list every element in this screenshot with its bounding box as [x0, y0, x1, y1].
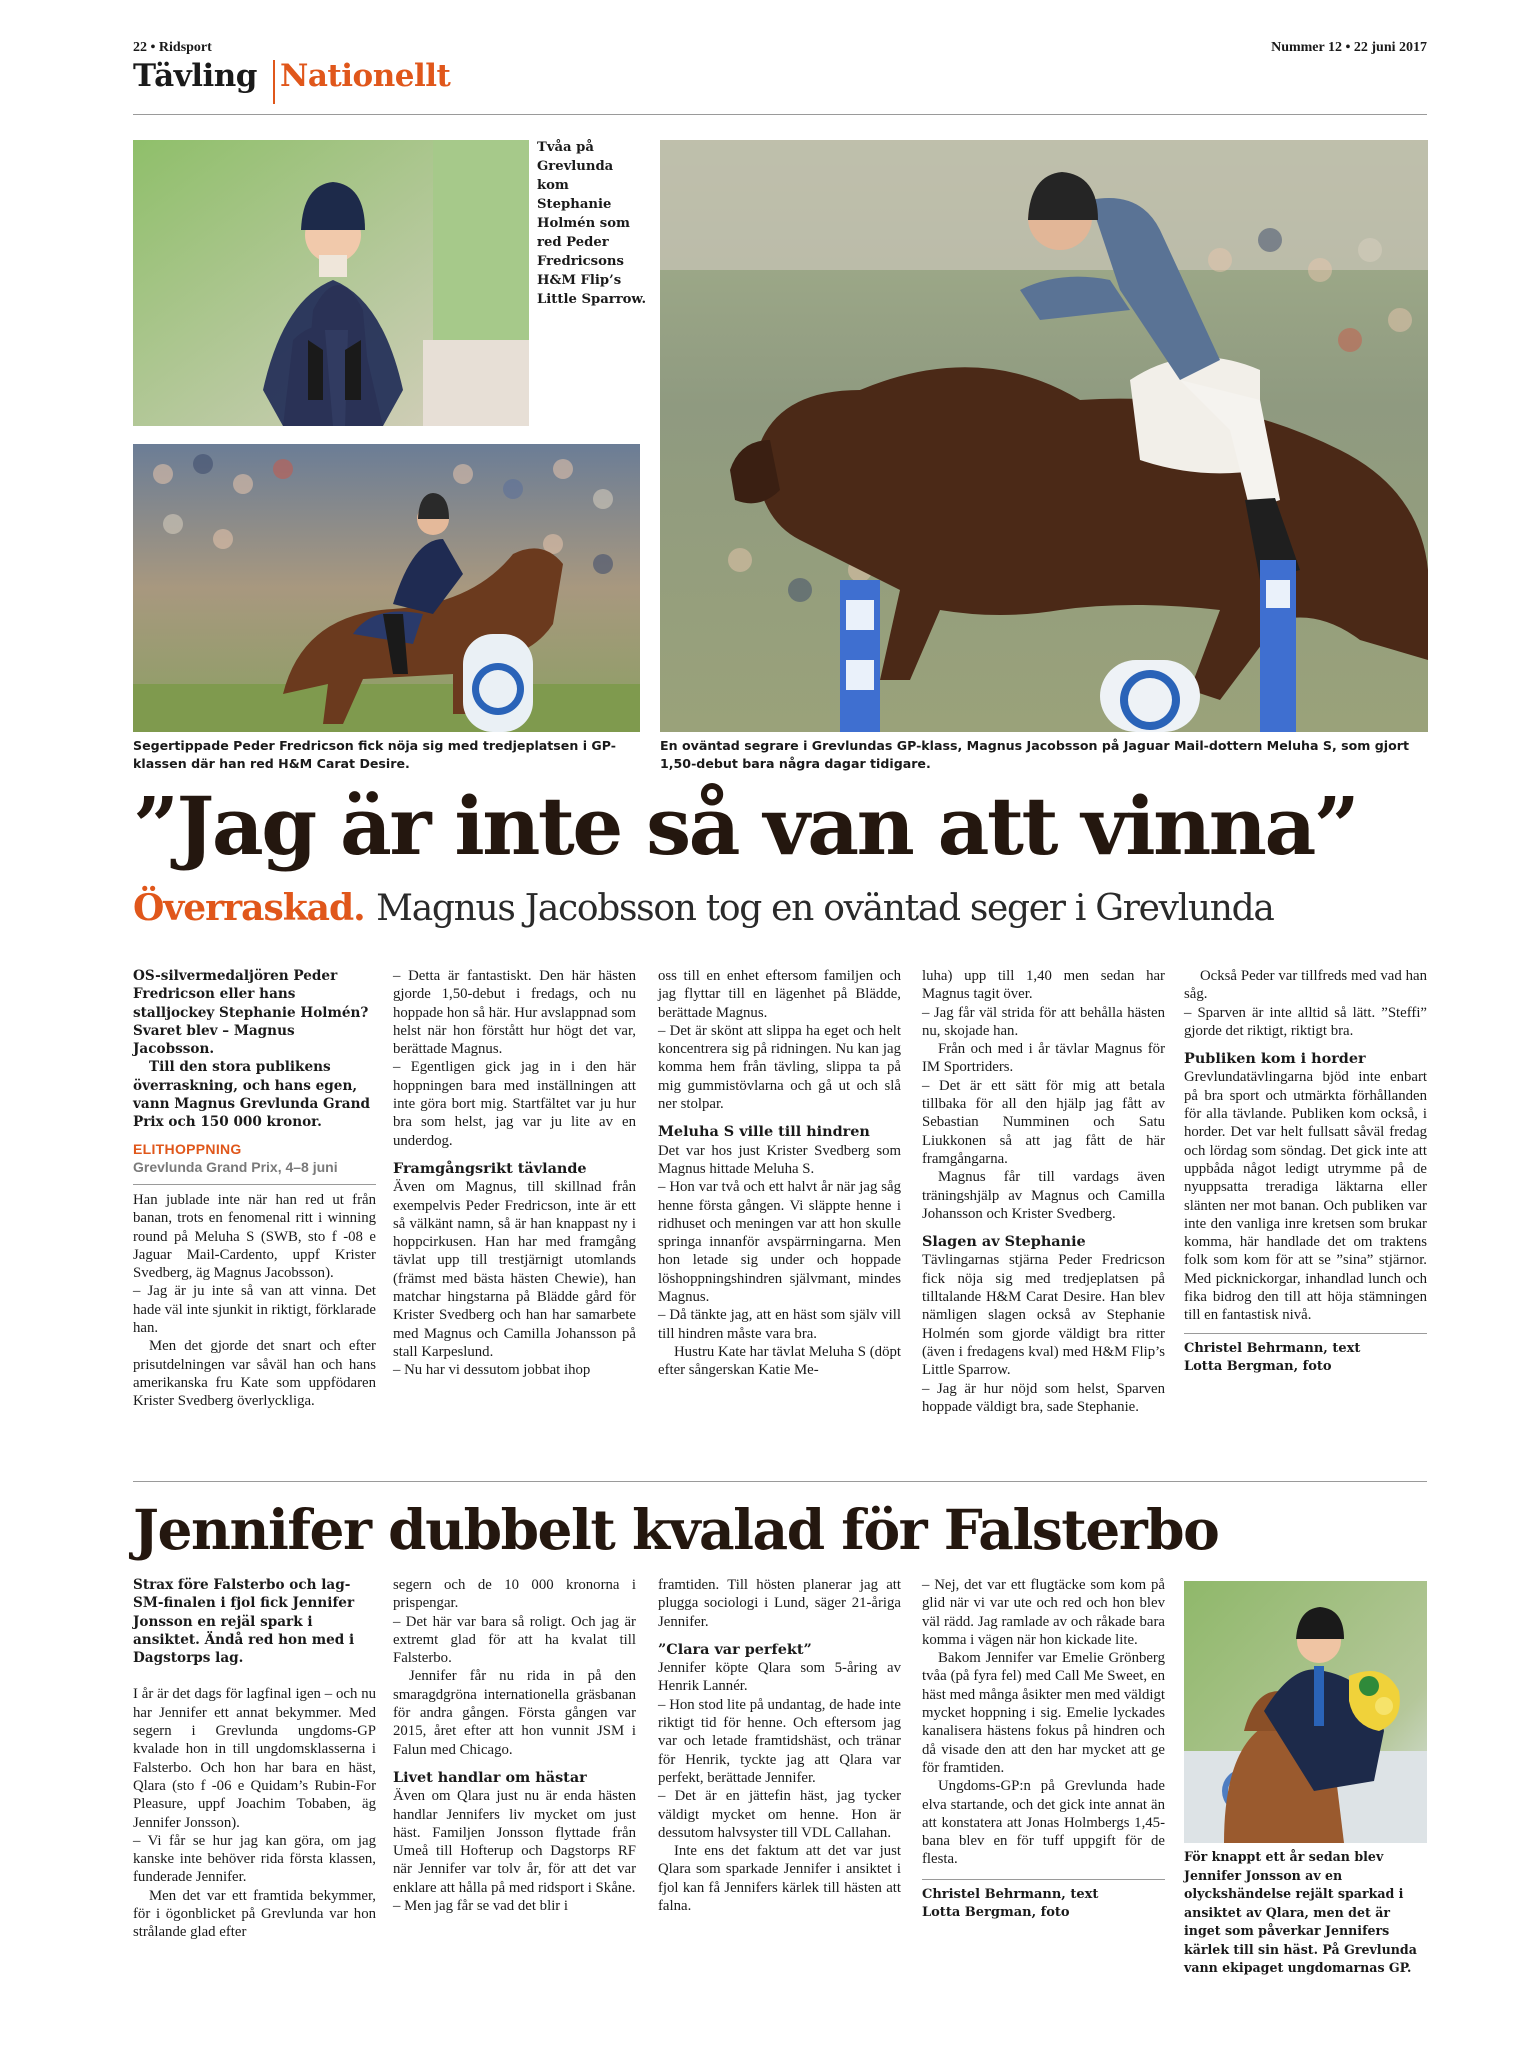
paragraph: – Hon stod lite på undantag, de hade inte riktigt tid för henne. Och eftersom jag var och letade framtidshäst, och tränar för Henrik, tyckte jag att Qlara var perfekt, berättade Jennifer. [658, 1696, 901, 1786]
photo-magnus-image [660, 140, 1428, 732]
subheading: Publiken kom i horder [1184, 1050, 1366, 1068]
photo-magnus-caption: En oväntad segrare i Grevlundas GP-klass, Magnus Jacobsson på Jaguar Mail-dottern Meluha S, som gjort 1,50-debut bara några dagar tidigare. [660, 738, 1409, 771]
photo-jennifer-jonsson [1184, 1581, 1427, 1843]
page-number-left: 22 • Ridsport [133, 40, 212, 55]
paragraph: Tävlingarnas stjärna Peder Fredricson fick nöja sig med tredjeplatsen på tilltalande H&M Carat Desire. Han blev nämligen slagen också av Stephanie Holmén som gjorde väldigt bra ritter (även i fredagens kval) med H&M Flip’s Little Sparrow. [922, 1252, 1165, 1379]
paragraph: Men det gjorde det snart och efter prisutdelningen var såväl han och hans amerikanska fru Kate som uppfödaren Krister Svedberg överlyckliga. [133, 1338, 376, 1410]
article1-column-5 [1184, 967, 1427, 1376]
paragraph: Det var hos just Krister Svedberg som Magnus hittade Meluha S. [658, 1142, 901, 1177]
paragraph: Inte ens det faktum att det var just Qlara som sparkade Jennifer i ansiktet i fjol kan få Jennifers kärlek till hästen att falna. [658, 1843, 901, 1915]
article1-lead: OS-silvermedaljören Peder Fredricson eller hans stalljockey Stephanie Holmén? Svaret blev – Magnus Jacobsson. [133, 968, 369, 1058]
paragraph: – Detta är fantastiskt. Den här hästen gjorde 1,50-debut i fredags, och nu hoppade hon så här. Hur avslappnad som helst när hon förstått hur högt det var, berättade Magnus. [393, 968, 636, 1058]
paragraph: Grevlundatävlingarna bjöd inte enbart på bra sport och utmärkta förhållanden för alla tävlande. Publiken kom också, i horder. Det var helt fullsatt såväl fredag och lördag som söndag. Det gick inte att uppbåda något ledigt utrymme på de nyuppsatta treradiga läktarna eller slänten ner mot banan. Och publiken var inte den vanliga inre kretsen som brukar komma, här handlade det om traktens folk som kom för att se ”sina” stjärnor. Med picknickorgar, inhandlad lunch och fika bidrog den till att höja stämningen till en fantastisk nivå. [1184, 1069, 1427, 1324]
deck-kicker: Överraskad. [133, 887, 365, 929]
paragraph: luha) upp till 1,40 men sedan har Magnus tagit över. [922, 968, 1165, 1003]
paragraph: – Jag är ju inte så van att vinna. Det hade väl inte sjunkit in riktigt, förklarade han. [133, 1283, 376, 1337]
photo-peder-image [133, 444, 640, 732]
article1-lead-2: Till den stora publikens överraskning, och hans egen, vann Magnus Grevlunda Grand Prix och 150 000 kronor. [133, 1059, 370, 1131]
section-title: Tävling [133, 58, 257, 94]
paragraph: – Egentligen gick jag in i den här hoppningen bara med inställningen att inte göra bort mig. Startfältet var ju hur bra som helst, jag var ju lite av en underdog. [393, 1059, 636, 1149]
photo-peder-caption: Segertippade Peder Fredricson fick nöja sig med tredjeplatsen i GP-klassen där han red H&M Carat Desire. [133, 738, 616, 771]
paragraph: segern och de 10 000 kronorna i prispengar. [393, 1577, 636, 1612]
paragraph: – Nej, det var ett flugtäcke som kom på glid när vi var ute och red och hon blev väl rädd. Jag ramlade av och råkade bara komma i vägen när hon kickade lite. [922, 1577, 1165, 1648]
byline-text: Christel Behrmann, text [922, 1886, 1099, 1902]
paragraph: – Då tänkte jag, att en häst som själv vill till hindren måste vara bra. [658, 1307, 901, 1342]
paragraph: framtiden. Till hösten planerar jag att plugga sociologi i Lund, säger 21-åriga Jennifer. [658, 1577, 901, 1630]
paragraph: Även om Magnus, till skillnad från exempelvis Peder Fredricson, inte är ett så välkänt namn, så är han knappast ny i hoppcirkusen. Han har med framgång tävlat upp till trestjärnigt utomlands (främst med bästa hästen Chewie), han matchar hingstarna på Blädde gård för Krister Svedberg och han har samarbete med Magnus och Camilla Johansson på stall Karpeslund. [393, 1179, 636, 1360]
paragraph: – Det är en jättefin häst, jag tycker väldigt mycket om henne. Hon är dessutom halvsyster till VDL Callahan. [658, 1788, 901, 1841]
section-subtitle: Nationellt [280, 58, 451, 94]
photo-jennifer-caption: För knappt ett år sedan blev Jennifer Jonsson av en olyckshändelse rejält sparkad i ansiktet av Qlara, men det är inget som påverkar Jennifers kärlek till sin häst. På Grevlunda vann ekipaget ungdomarnas GP. [1184, 1849, 1417, 1975]
fact-rule [133, 1184, 376, 1185]
section-divider [273, 60, 275, 104]
photo-stephanie-holmen [133, 140, 529, 426]
paragraph: – Nu har vi dessutom jobbat ihop [393, 1362, 591, 1379]
subheading: Framgångsrikt tävlande [393, 1159, 587, 1177]
paragraph: – Vi får se hur jag kan göra, om jag kanske inte behöver rida första klassen, funderade Jennifer. [133, 1832, 376, 1886]
paragraph: Från och med i år tävlar Magnus för IM Sportriders. [922, 1041, 1165, 1076]
paragraph: I år är det dags för lagfinal igen – och nu har Jennifer ett annat bekymmer. Med segern i Grevlunda ungdoms-GP kvalade hon in till ungdomsklasserna i Falsterbo. Och hon har bara en häst, Qlara (sto f -06 e Quidam’s Rubin-For Pleasure, uppf Joachim Tobaben, äg Jennifer Jonsson). [133, 1686, 376, 1831]
article2-column-2 [393, 1576, 636, 1915]
fact-value: Grevlunda Grand Prix, 4–8 juni [133, 1158, 338, 1175]
subheading: Livet handlar om hästar [393, 1768, 587, 1786]
deck-text: Magnus Jacobsson tog en oväntad seger i Grevlunda [376, 888, 1274, 929]
photo-peder-fredricson [133, 444, 640, 732]
byline-photo: Lotta Bergman, foto [1184, 1358, 1332, 1374]
article2-column-1 [133, 1576, 376, 1942]
signature-rule [922, 1879, 1165, 1880]
signature-rule [1184, 1333, 1427, 1334]
article1-column-1 [133, 967, 376, 1411]
paragraph: – Det är skönt att slippa ha eget och helt koncentrera sig på ridningen. Nu kan jag komma hem från tävling, slippa ta på mig gummistövlarna och gå ut och slå ner stolpar. [658, 1022, 901, 1113]
issue-date: Nummer 12 • 22 juni 2017 [1271, 40, 1427, 55]
photo-stephanie-image [133, 140, 529, 426]
paragraph: Hustru Kate har tävlat Meluha S (döpt efter sångerskan Katie Me- [658, 1343, 901, 1379]
article1-column-2 [393, 967, 636, 1380]
byline-text: Christel Behrmann, text [1184, 1340, 1361, 1356]
article-divider [133, 1481, 1427, 1482]
byline-photo: Lotta Bergman, foto [922, 1904, 1070, 1920]
paragraph: – Det här var bara så roligt. Och jag är extremt glad för att ha kvalat till Falsterbo. [393, 1613, 636, 1667]
paragraph: oss till en enhet eftersom familjen och jag flyttar till en lägenhet på Blädde, berättade Magnus. [658, 968, 901, 1021]
article-headline: ”Jag är inte så van att vinna” [133, 779, 1358, 873]
paragraph: Jennifer köpte Qlara som 5-åring av Henrik Lannér. [658, 1660, 901, 1695]
paragraph: – Det är ett sätt för mig att betala tillbaka för all den hjälp jag fått av Sebastian Numminen och Satu Liukkonen så att jag fått de här framgångarna. [922, 1077, 1165, 1167]
paragraph: Men det var ett framtida bekymmer, för i ögonblicket på Grevlunda var hon strålande glad efter [133, 1887, 376, 1941]
paragraph: Även om Qlara just nu är enda hästen handlar Jennifers liv mycket om just häst. Familjen Jonsson flyttade från Umeå till Hofterup och Dagstorps RF när Jennifer var tolv år, för att det var enklare att hålla på med ridsport i Skåne. [393, 1788, 636, 1896]
paragraph: Bakom Jennifer var Emelie Grönberg tvåa (på fyra fel) med Call Me Sweet, en häst med många åsikter men med väldigt mycket hoppning i sig. Emelie lyckades kanalisera hästens fokus på hindren och då visade den att den har mycket att ge för framtiden. [922, 1650, 1165, 1776]
paragraph: – Jag får väl strida för att behålla hästen nu, skojade han. [922, 1004, 1165, 1039]
header-rule [133, 114, 1427, 115]
article-deck [133, 886, 1274, 931]
paragraph: Magnus får till vardags även träningshjälp av Magnus och Camilla Johansson och Krister Svedberg. [922, 1169, 1165, 1222]
paragraph: Han jublade inte när han red ut från banan, trots en fenomenal ritt i winning round på Meluha S (SWB, sto f -08 e Jaguar Mail-Cardento, uppf Krister Svedberg, äg Magnus Jacobsson). [133, 1191, 376, 1282]
paragraph: – Jag är hur nöjd som helst, Sparven hoppade väldigt bra, sade Stephanie. [922, 1380, 1165, 1415]
subheading: Slagen av Stephanie [922, 1233, 1086, 1251]
article1-column-4 [922, 967, 1165, 1416]
article2-headline: Jennifer dubbelt kvalad för Falsterbo [133, 1497, 1219, 1562]
fact-label: ELITHOPPNING [133, 1140, 242, 1157]
paragraph: – Hon var två och ett halvt år när jag såg henne första gången. Vi släppte henne i ridhuset och meningen var att hon skulle springa innanför avspärrningarna. Men hon letade sig under och hoppade löshoppningshindren självmant, mindes Magnus. [658, 1179, 901, 1306]
subheading: ”Clara var perfekt” [658, 1640, 812, 1658]
article2-column-3 [658, 1576, 901, 1915]
article2-lead: Strax före Falsterbo och lag-SM-finalen i fjol fick Jennifer Jonsson en rejäl spark i ansiktet. Ändå red hon med i Dagstorps lag. [133, 1577, 355, 1667]
article2-column-4 [922, 1576, 1165, 1922]
photo-jennifer-image [1184, 1581, 1427, 1843]
paragraph: Också Peder var tillfreds med vad han såg. [1184, 968, 1427, 1003]
photo-magnus-jacobsson [660, 140, 1428, 732]
paragraph: Ungdoms-GP:n på Grevlunda hade elva startande, och det gick inte annat än att konstatera att Jonas Holmbergs 1,45-bana blev en för tuff uppgift för de flesta. [922, 1778, 1165, 1868]
paragraph: – Sparven är inte alltid så lätt. ”Steffi” gjorde det riktigt, riktigt bra. [1184, 1004, 1427, 1039]
article1-column-3 [658, 967, 901, 1380]
subheading: Meluha S ville till hindren [658, 1123, 870, 1141]
photo-stephanie-caption: Tvåa på Grevlunda kom Stephanie Holmén som red Peder Fredricsons H&M Flip’s Little Sparrow. [537, 140, 647, 307]
paragraph: – Men jag får se vad det blir i [393, 1898, 569, 1915]
paragraph: Jennifer får nu rida in på den smaragdgröna internationella gräsbanan för andra gången. Första gången var 2015, året efter att hon vunnit JSM i Falun med Chicago. [393, 1668, 636, 1758]
